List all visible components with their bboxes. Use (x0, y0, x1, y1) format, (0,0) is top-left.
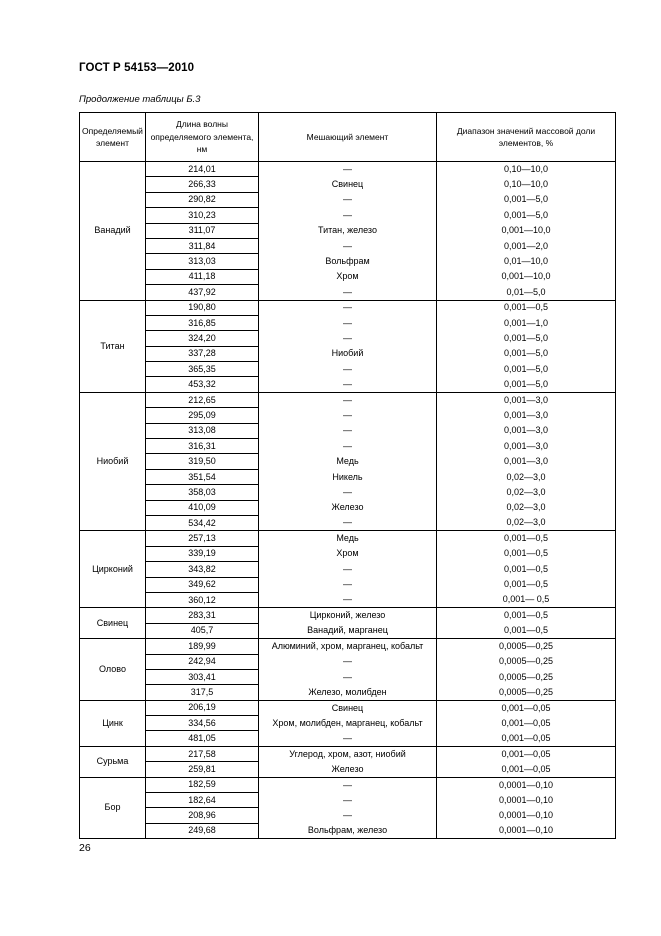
wavelength-cell: 360,12 (146, 592, 259, 607)
table-row (80, 577, 616, 592)
table-row (80, 823, 616, 838)
header-cell-wavelength: Длина волны определяемого элемента, нм (146, 113, 259, 162)
range-cell: 0,001—1,0 (437, 315, 616, 330)
element-cell: Олово (80, 639, 146, 701)
wavelength-cell: 290,82 (146, 192, 259, 207)
interfering-cell: Вольфрам, железо (259, 823, 437, 838)
table-row (80, 685, 616, 700)
range-cell: 0,0001—0,10 (437, 793, 616, 808)
interfering-cell: — (259, 408, 437, 423)
range-cell: 0,10—10,0 (437, 162, 616, 177)
interfering-cell: Никель (259, 469, 437, 484)
wavelength-cell: 303,41 (146, 669, 259, 684)
table-row (80, 669, 616, 684)
interfering-cell: — (259, 654, 437, 669)
range-cell: 0,01—5,0 (437, 285, 616, 300)
interfering-cell: — (259, 485, 437, 500)
range-cell: 0,0001—0,10 (437, 777, 616, 792)
table-row (80, 515, 616, 530)
interfering-cell: — (259, 192, 437, 207)
table-row (80, 639, 616, 654)
range-cell: 0,0005—0,25 (437, 669, 616, 684)
table-row (80, 162, 616, 177)
range-cell: 0,001—10,0 (437, 269, 616, 284)
table-row (80, 592, 616, 607)
wavelength-cell: 249,68 (146, 823, 259, 838)
interfering-cell: — (259, 515, 437, 530)
element-cell: Ниобий (80, 392, 146, 531)
table-row (80, 315, 616, 330)
interfering-cell: — (259, 331, 437, 346)
interfering-cell: Алюминий, хром, марганец, кобальт (259, 639, 437, 654)
wavelength-cell: 217,58 (146, 746, 259, 761)
interfering-cell: — (259, 423, 437, 438)
wavelength-cell: 283,31 (146, 608, 259, 623)
wavelength-cell: 324,20 (146, 331, 259, 346)
document-header: ГОСТ Р 54153—2010 (79, 62, 195, 74)
interfering-cell: Медь (259, 454, 437, 469)
wavelength-cell: 266,33 (146, 177, 259, 192)
wavelength-cell: 365,35 (146, 362, 259, 377)
table-body (80, 162, 616, 839)
table-row (80, 269, 616, 284)
range-cell: 0,001—0,05 (437, 716, 616, 731)
wavelength-cell: 212,65 (146, 392, 259, 407)
wavelength-cell: 339,19 (146, 546, 259, 561)
wavelength-cell: 405,7 (146, 623, 259, 638)
range-cell: 0,02—3,0 (437, 485, 616, 500)
interfering-cell: — (259, 808, 437, 823)
header-cell-range: Диапазон значений массовой доли элементов, % (437, 113, 616, 162)
table-row (80, 546, 616, 561)
interfering-cell: — (259, 439, 437, 454)
interfering-cell: Хром (259, 269, 437, 284)
wavelength-cell: 358,03 (146, 485, 259, 500)
range-cell: 0,001—3,0 (437, 454, 616, 469)
table-row (80, 500, 616, 515)
range-cell: 0,001—3,0 (437, 408, 616, 423)
wavelength-cell: 259,81 (146, 762, 259, 777)
range-cell: 0,001—0,5 (437, 531, 616, 546)
wavelength-cell: 337,28 (146, 346, 259, 361)
wavelength-cell: 351,54 (146, 469, 259, 484)
table-row (80, 192, 616, 207)
range-cell: 0,001—0,5 (437, 562, 616, 577)
interfering-cell: Железо (259, 500, 437, 515)
table-row (80, 608, 616, 623)
header-cell-element: Определяемый элемент (80, 113, 146, 162)
table-row (80, 408, 616, 423)
interfering-cell: Титан, железо (259, 223, 437, 238)
data-table (79, 112, 616, 839)
wavelength-cell: 534,42 (146, 515, 259, 530)
element-cell: Цинк (80, 700, 146, 746)
interfering-cell: — (259, 362, 437, 377)
range-cell: 0,001—5,0 (437, 362, 616, 377)
wavelength-cell: 214,01 (146, 162, 259, 177)
table-header-row (80, 113, 616, 162)
wavelength-cell: 190,80 (146, 300, 259, 315)
range-cell: 0,001— 0,5 (437, 592, 616, 607)
element-cell: Бор (80, 777, 146, 839)
range-cell: 0,001—0,5 (437, 623, 616, 638)
table-row (80, 285, 616, 300)
page-number: 26 (79, 842, 91, 854)
table-row (80, 423, 616, 438)
wavelength-cell: 316,85 (146, 315, 259, 330)
wavelength-cell: 208,96 (146, 808, 259, 823)
table-row (80, 208, 616, 223)
wavelength-cell: 349,62 (146, 577, 259, 592)
interfering-cell: — (259, 562, 437, 577)
table-row (80, 700, 616, 715)
interfering-cell: Цирконий, железо (259, 608, 437, 623)
range-cell: 0,001—5,0 (437, 346, 616, 361)
wavelength-cell: 295,09 (146, 408, 259, 423)
range-cell: 0,001—0,05 (437, 731, 616, 746)
range-cell: 0,001—0,5 (437, 546, 616, 561)
wavelength-cell: 319,50 (146, 454, 259, 469)
interfering-cell: — (259, 300, 437, 315)
wavelength-cell: 316,31 (146, 439, 259, 454)
interfering-cell: — (259, 793, 437, 808)
table-row (80, 238, 616, 253)
header-cell-interfering: Мешающий элемент (259, 113, 437, 162)
interfering-cell: Углерод, хром, азот, ниобий (259, 746, 437, 761)
range-cell: 0,001—0,5 (437, 300, 616, 315)
range-cell: 0,001—2,0 (437, 238, 616, 253)
interfering-cell: Вольфрам (259, 254, 437, 269)
interfering-cell: — (259, 577, 437, 592)
interfering-cell: — (259, 377, 437, 392)
table-row (80, 346, 616, 361)
element-cell: Ванадий (80, 162, 146, 301)
range-cell: 0,001—0,05 (437, 700, 616, 715)
table-row (80, 485, 616, 500)
wavelength-cell: 257,13 (146, 531, 259, 546)
interfering-cell: — (259, 208, 437, 223)
wavelength-cell: 334,56 (146, 716, 259, 731)
interfering-cell: Ванадий, марганец (259, 623, 437, 638)
range-cell: 0,0001—0,10 (437, 823, 616, 838)
wavelength-cell: 317,5 (146, 685, 259, 700)
table-row (80, 392, 616, 407)
interfering-cell: — (259, 162, 437, 177)
table-row (80, 654, 616, 669)
table-row (80, 746, 616, 761)
wavelength-cell: 313,03 (146, 254, 259, 269)
table-row (80, 377, 616, 392)
table-row (80, 762, 616, 777)
range-cell: 0,0005—0,25 (437, 654, 616, 669)
table-row (80, 716, 616, 731)
wavelength-cell: 310,23 (146, 208, 259, 223)
interfering-cell: Железо (259, 762, 437, 777)
range-cell: 0,02—3,0 (437, 469, 616, 484)
interfering-cell: — (259, 285, 437, 300)
wavelength-cell: 453,32 (146, 377, 259, 392)
table-row (80, 469, 616, 484)
interfering-cell: Медь (259, 531, 437, 546)
table-row (80, 362, 616, 377)
table-row (80, 223, 616, 238)
wavelength-cell: 343,82 (146, 562, 259, 577)
range-cell: 0,01—10,0 (437, 254, 616, 269)
table-row (80, 731, 616, 746)
table-row (80, 531, 616, 546)
interfering-cell: — (259, 392, 437, 407)
wavelength-cell: 311,84 (146, 238, 259, 253)
element-cell: Титан (80, 300, 146, 392)
range-cell: 0,001—10,0 (437, 223, 616, 238)
range-cell: 0,02—3,0 (437, 515, 616, 530)
range-cell: 0,001—5,0 (437, 377, 616, 392)
interfering-cell: Свинец (259, 177, 437, 192)
interfering-cell: Железо, молибден (259, 685, 437, 700)
range-cell: 0,001—5,0 (437, 331, 616, 346)
table-row (80, 254, 616, 269)
interfering-cell: — (259, 669, 437, 684)
range-cell: 0,02—3,0 (437, 500, 616, 515)
table-row (80, 793, 616, 808)
wavelength-cell: 481,05 (146, 731, 259, 746)
range-cell: 0,001—5,0 (437, 192, 616, 207)
wavelength-cell: 182,59 (146, 777, 259, 792)
table-row (80, 777, 616, 792)
range-cell: 0,001—0,5 (437, 577, 616, 592)
element-cell: Свинец (80, 608, 146, 639)
wavelength-cell: 411,18 (146, 269, 259, 284)
wavelength-cell: 189,99 (146, 639, 259, 654)
interfering-cell: Свинец (259, 700, 437, 715)
range-cell: 0,10—10,0 (437, 177, 616, 192)
interfering-cell: — (259, 238, 437, 253)
wavelength-cell: 242,94 (146, 654, 259, 669)
wavelength-cell: 182,64 (146, 793, 259, 808)
range-cell: 0,0005—0,25 (437, 685, 616, 700)
wavelength-cell: 311,07 (146, 223, 259, 238)
wavelength-cell: 410,09 (146, 500, 259, 515)
table-row (80, 331, 616, 346)
interfering-cell: — (259, 315, 437, 330)
range-cell: 0,001—0,05 (437, 762, 616, 777)
table-row (80, 454, 616, 469)
table-row (80, 300, 616, 315)
range-cell: 0,001—3,0 (437, 392, 616, 407)
interfering-cell: — (259, 777, 437, 792)
interfering-cell: Хром, молибден, марганец, кобальт (259, 716, 437, 731)
table-continuation-caption: Продолжение таблицы Б.3 (79, 94, 201, 105)
wavelength-cell: 437,92 (146, 285, 259, 300)
wavelength-cell: 313,08 (146, 423, 259, 438)
interfering-cell: Хром (259, 546, 437, 561)
table-row (80, 439, 616, 454)
wavelength-cell: 206,19 (146, 700, 259, 715)
interfering-cell: — (259, 592, 437, 607)
table-row (80, 623, 616, 638)
table-row (80, 808, 616, 823)
range-cell: 0,001—0,5 (437, 608, 616, 623)
element-cell: Цирконий (80, 531, 146, 608)
range-cell: 0,0001—0,10 (437, 808, 616, 823)
range-cell: 0,001—5,0 (437, 208, 616, 223)
range-cell: 0,0005—0,25 (437, 639, 616, 654)
range-cell: 0,001—3,0 (437, 423, 616, 438)
table-row (80, 562, 616, 577)
element-cell: Сурьма (80, 746, 146, 777)
interfering-cell: — (259, 731, 437, 746)
range-cell: 0,001—0,05 (437, 746, 616, 761)
table-row (80, 177, 616, 192)
interfering-cell: Ниобий (259, 346, 437, 361)
range-cell: 0,001—3,0 (437, 439, 616, 454)
